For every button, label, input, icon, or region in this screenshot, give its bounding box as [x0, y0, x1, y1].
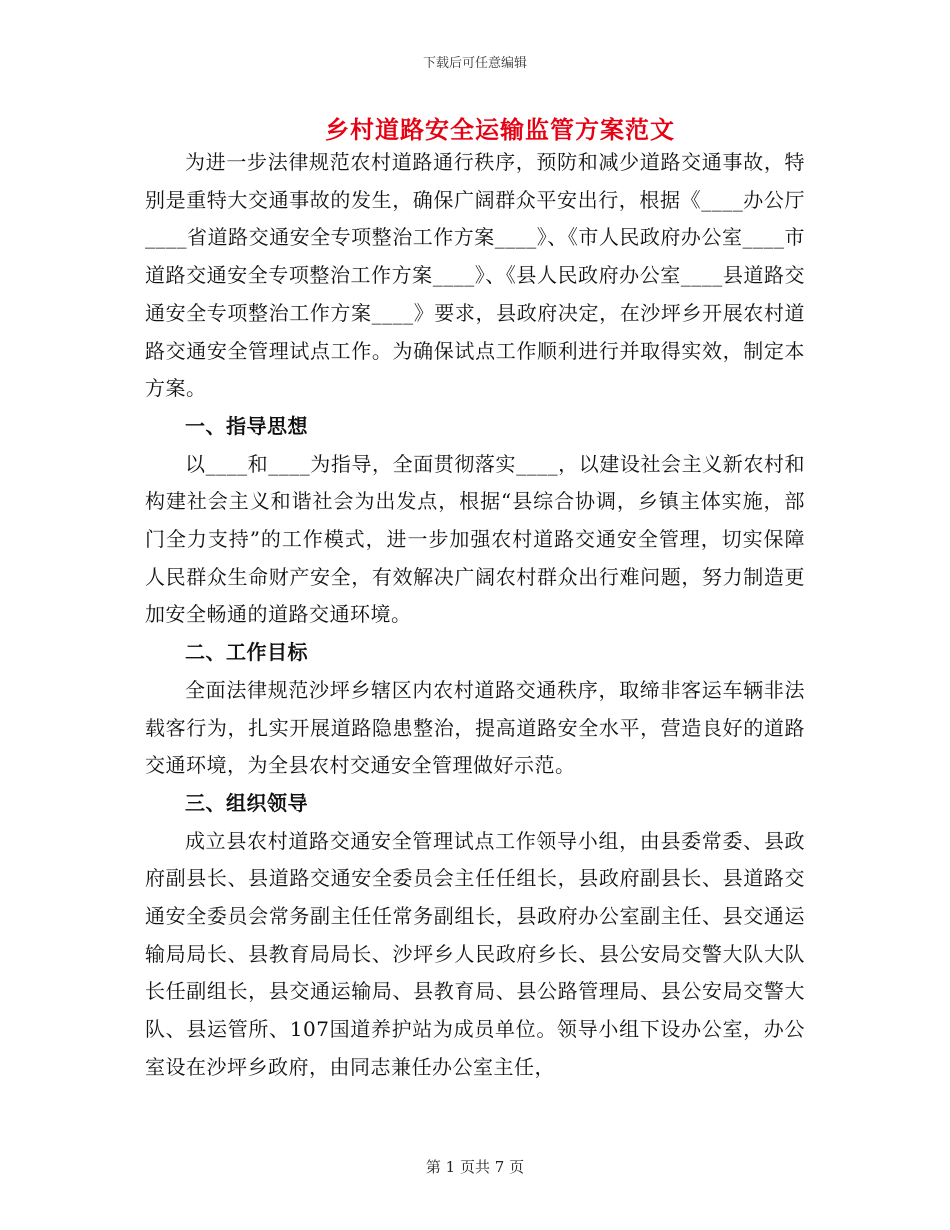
document-title: 乡村道路安全运输监管方案范文 — [325, 115, 675, 144]
document-body — [145, 144, 805, 1087]
paragraph-intro: 为进一步法律规范农村道路通行秩序，预防和减少道路交通事故，特别是重特大交通事故的发生，确保广阔群众平安出行，根据《____办公厅____省道路交通安全专项整治工作方案____》、《市人民政府办公室____市道路交通安全专项整治工作方案____》、《县人民政府办公室____县道路交通安全专项整治工作方案____》要求，县政府决定，在沙坪乡开展农村道路交通安全管理试点工作。为确保试点工作顺利进行并取得实效，制定本方案。 — [145, 150, 805, 401]
heading-work-goals: 二、工作目标 — [185, 640, 308, 665]
paragraph-organization: 成立县农村道路交通安全管理试点工作领导小组，由县委常委、县政府副县长、县道路交通安全委员会主任任组长，县政府副县长、县道路交通安全委员会常务副主任任常务副组长，县政府办公室副主任、县交通运输局局长、县教育局局长、沙坪乡人民政府乡长、县公安局交警大队大队长任副组长，县交通运输局、县教育局、县公路管理局、县公安局交警大队、县运管所、107国道养护站为成员单位。领导小组下设办公室，办公室设在沙坪乡政府，由同志兼任办公室主任， — [145, 828, 805, 1079]
paragraph-work-goals: 全面法律规范沙坪乡辖区内农村道路交通秩序，取缔非客运车辆非法载客行为，扎实开展道路隐患整治，提高道路安全水平，营造良好的道路交通环境，为全县农村交通安全管理做好示范。 — [145, 677, 805, 778]
header-note: 下载后可任意编辑 — [422, 56, 527, 71]
page-number: 第 1 页共 7 页 — [425, 1158, 525, 1176]
paragraph-guiding-ideology: 以____和____为指导，全面贯彻落实____，以建设社会主义新农村和构建社会主义和谐社会为出发点，根据“县综合协调，乡镇主体实施，部门全力支持”的工作模式，进一步加强农村道路交通安全管理，切实保障人民群众生命财产安全，有效解决广阔农村群众出行难问题，努力制造更加安全畅通的道路交通环境。 — [145, 451, 805, 627]
heading-organization: 三、组织领导 — [185, 790, 308, 815]
heading-guiding-ideology: 一、指导思想 — [185, 413, 308, 438]
